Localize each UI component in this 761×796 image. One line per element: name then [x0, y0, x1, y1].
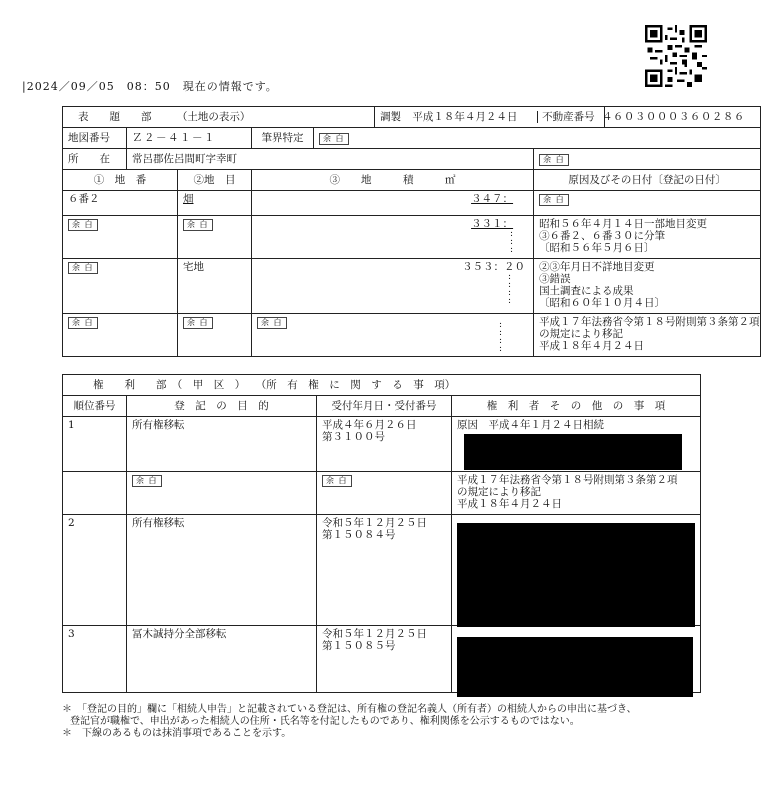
chizu-value: Ｚ２－４１－１	[127, 128, 252, 149]
title-section-table	[62, 106, 761, 357]
rank-cell: 2	[63, 515, 127, 626]
hikkai-value-cell	[314, 128, 761, 149]
rights-section-header: 権 利 部 （ 甲 区 ） （所 有 権 に 関 す る 事 項）	[63, 375, 701, 396]
cause-line: の規定により移記	[539, 328, 624, 340]
cause-cell	[534, 216, 761, 259]
rank-cell	[63, 472, 127, 515]
shozai-right-cell	[534, 149, 761, 170]
purpose-cell: 所有権移転	[127, 515, 317, 626]
col-rank-header: 順位番号	[63, 396, 127, 417]
purpose-cell: 所有権移転	[127, 417, 317, 472]
fudosan-value: ４６０３０００３６０２８６	[601, 111, 745, 123]
date-cell	[317, 515, 452, 626]
date-value: 令和５年１２月２５日	[322, 517, 427, 529]
shozai-value: 常呂郡佐呂間町字幸町	[127, 149, 534, 170]
purpose-cell	[127, 472, 317, 515]
chiseki-value: ３５３：２０	[462, 261, 526, 273]
chimoku-value: 宅地	[183, 261, 204, 273]
colon-marks: : : : :	[508, 272, 512, 306]
colon-marks: : : : :	[499, 320, 503, 354]
chimoku-cell	[178, 191, 252, 216]
cause-line: ③６番２、６番３０に分筆	[539, 230, 666, 242]
chimoku-cell	[178, 314, 252, 357]
col-chiseki-header: ③ 地 積 ㎡	[252, 170, 534, 191]
date-cell	[317, 417, 452, 472]
cause-cell	[534, 191, 761, 216]
yohaku-box: 余 白	[132, 475, 162, 487]
yohaku-box: 余 白	[183, 219, 213, 231]
colon-marks: : : :	[510, 229, 514, 255]
chimoku-cell	[178, 259, 252, 314]
chiseki-cell	[252, 314, 534, 357]
cause-line: 〔昭和６０年１０月４日〕	[539, 297, 666, 309]
details-line: 平成１７年法務省令第１８号附則第３条第２項	[457, 474, 678, 486]
cause-line: 昭和５６年４月１４日一部地目変更	[539, 218, 708, 230]
chiseki-value: ３３１：	[471, 218, 514, 230]
yohaku-box: 余 白	[183, 317, 213, 329]
shozai-label: 所 在	[63, 149, 127, 170]
col-cause-header: 原因及びその日付〔登記の日付〕	[534, 170, 761, 191]
chiban-cell	[63, 314, 178, 357]
details-line: の規定により移記	[457, 486, 541, 498]
yohaku-box: 余 白	[539, 154, 569, 166]
title-section-header	[63, 107, 375, 128]
footnote-2: ＊ 下線のあるものは抹消事項であることを示す。	[62, 728, 292, 739]
yohaku-box: 余 白	[322, 475, 352, 487]
number-value: 第３１００号	[322, 431, 385, 443]
cause-line: ③錯誤	[539, 273, 571, 285]
chiban-value: ６番２	[68, 193, 100, 205]
title-section-sublabel: （土地の表示）	[176, 111, 251, 123]
cause-line: ②③年月日不詳地目変更	[539, 261, 655, 273]
hikkai-label: 筆界特定	[252, 128, 314, 149]
chimoku-value: 畑	[183, 193, 194, 205]
chiban-cell	[63, 191, 178, 216]
yohaku-box: 余 白	[319, 133, 349, 145]
details-value: 原因 平成４年１月２４日相続	[457, 419, 604, 431]
date-value: 令和５年１２月２５日	[322, 628, 427, 640]
chiseki-cell	[252, 259, 534, 314]
yohaku-box: 余 白	[68, 317, 98, 329]
chizu-label: 地図番号	[63, 128, 127, 149]
details-cell	[452, 472, 701, 515]
cause-line: 平成１７年法務省令第１８号附則第３条第２項	[539, 316, 760, 328]
chiseki-value: ３４７：	[471, 193, 514, 205]
col-date-header: 受付年月日・受付番号	[317, 396, 452, 417]
yohaku-box: 余 白	[539, 194, 569, 206]
date-cell	[317, 626, 452, 693]
yohaku-box: 余 白	[68, 219, 98, 231]
col-purpose-header: 登 記 の 目 的	[127, 396, 317, 417]
chiban-cell	[63, 259, 178, 314]
timestamp: |2024／09／05 08：50 現在の情報です。	[22, 80, 278, 93]
rank-cell: 3	[63, 626, 127, 693]
purpose-cell: 冨木誠持分全部移転	[127, 626, 317, 693]
yohaku-box: 余 白	[257, 317, 287, 329]
qr-code	[645, 25, 707, 87]
chiseki-cell	[252, 216, 534, 259]
chosei-value: 平成１８年４月２４日	[412, 111, 518, 123]
cause-cell	[534, 314, 761, 357]
fudosan-cell	[542, 107, 761, 128]
col-details-header: 権 利 者 そ の 他 の 事 項	[452, 396, 701, 417]
cause-line: 〔昭和５６年５月６日〕	[539, 242, 655, 254]
chosei-label: 調製	[380, 111, 402, 123]
date-value: 平成４年６月２６日	[322, 419, 417, 431]
title-section-label: 表 題 部	[78, 111, 152, 123]
chimoku-cell	[178, 216, 252, 259]
number-value: 第１５０８４号	[322, 529, 396, 541]
fudosan-label: 不動産番号	[537, 111, 599, 123]
cause-line: 国土調査による成果	[539, 285, 634, 297]
col-chiban-header: ① 地 番	[63, 170, 178, 191]
chiban-cell	[63, 216, 178, 259]
chiseki-cell	[252, 191, 534, 216]
redaction-block	[457, 523, 695, 627]
cause-line: 平成１８年４月２４日	[539, 340, 645, 352]
footnote-1-continued: 登記官が職権で、申出があった相続人の住所・氏名等を付記したものであり、権利関係を公示するものではない。	[70, 716, 580, 727]
details-line: 平成１８年４月２４日	[457, 498, 562, 510]
footnote-1: ＊ 「登記の目的」欄に「相続人申告」と記載されている登記は、所有権の登記名義人（所有者）の相続人からの申出に基づき、	[62, 704, 637, 715]
number-value: 第１５０８５号	[322, 640, 396, 652]
col-chimoku-header: ②地 目	[178, 170, 252, 191]
redaction-block	[464, 434, 682, 470]
yohaku-box: 余 白	[68, 262, 98, 274]
date-cell	[317, 472, 452, 515]
rank-cell: 1	[63, 417, 127, 472]
redaction-block	[457, 637, 693, 697]
cause-cell	[534, 259, 761, 314]
